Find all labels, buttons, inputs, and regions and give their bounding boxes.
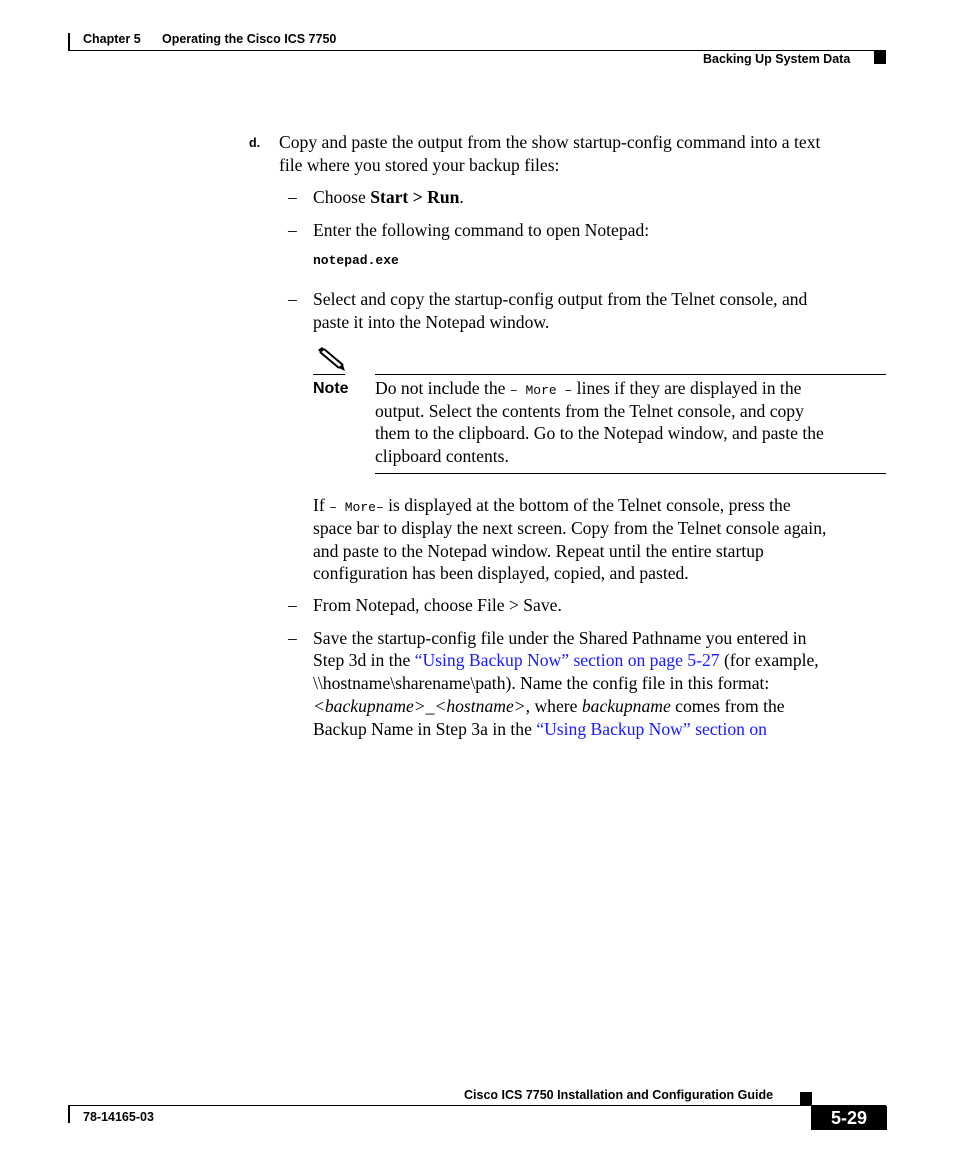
- bullet-text: .: [459, 187, 464, 207]
- underscore: _: [425, 696, 435, 716]
- bullet-save-line-4: [313, 695, 785, 718]
- note-line-4: clipboard contents.: [375, 446, 509, 466]
- footer-marker: [800, 1092, 812, 1106]
- bullet-select-copy-line-2: paste it into the Notepad window.: [313, 312, 550, 332]
- bullet-text: Choose: [313, 187, 371, 207]
- header-rule: [68, 50, 886, 51]
- bullet-select-copy-line-1: Select and copy the startup-config output from the Telnet console, and: [313, 289, 808, 309]
- placeholder-hostname: <hostname>,: [434, 696, 531, 716]
- step-d-line-1: Copy and paste the output from the show startup-config command into a text: [279, 132, 821, 152]
- command-notepad: notepad.exe: [313, 253, 399, 268]
- header-section-marker: [874, 51, 886, 64]
- bullet-dash: –: [288, 187, 297, 207]
- placeholder-backupname: <backupname>: [313, 696, 426, 716]
- note-bottom-rule: [375, 473, 886, 474]
- bullet-save-line-1: Save the startup-config file under the Shared Pathname you entered in: [313, 628, 807, 648]
- bullet-dash: –: [288, 628, 297, 648]
- pencil-icon: [315, 346, 347, 374]
- page-number: 5-29: [811, 1106, 887, 1130]
- header-chapter-title: Operating the Cisco ICS 7750: [162, 32, 337, 46]
- using-backup-now-link-2[interactable]: “Using Backup Now” section on: [536, 719, 767, 739]
- more-paragraph-line-4: configuration has been displayed, copied, and pasted.: [313, 563, 689, 583]
- bullet-save-line-3: \\hostname\sharename\path). Name the config file in this format:: [313, 673, 770, 693]
- footer-doc-number: 78-14165-03: [83, 1110, 154, 1124]
- footer-rule: [68, 1105, 886, 1106]
- note-icon-rule: [313, 374, 345, 375]
- bullet-file-save: From Notepad, choose File > Save.: [313, 595, 562, 615]
- note-text: Do not include the: [375, 378, 510, 398]
- footer-left-bar: [68, 1105, 70, 1123]
- more-paragraph-line-3: and paste to the Notepad window. Repeat until the entire startup: [313, 541, 764, 561]
- bullet-save-line-2: [313, 649, 819, 672]
- paragraph-text: is displayed at the bottom of the Telnet console, press the: [383, 495, 791, 515]
- bullet-choose-start-run: [313, 186, 464, 209]
- more-prompt-code: – More –: [509, 383, 573, 398]
- header-section: Backing Up System Data: [703, 52, 851, 66]
- bullet-text: Step 3d in the: [313, 650, 415, 670]
- header-left-bar: [68, 33, 70, 50]
- note-line-2: output. Select the contents from the Telnet console, and copy: [375, 401, 804, 421]
- header-chapter: Chapter 5: [83, 32, 141, 46]
- bullet-save-line-5: [313, 718, 767, 741]
- paragraph-text: If: [313, 495, 330, 515]
- bullet-text: comes from the: [670, 696, 785, 716]
- bullet-text: (for example,: [719, 650, 819, 670]
- note-line-1: [375, 377, 801, 402]
- more-prompt-code: – More–: [329, 500, 384, 515]
- note-top-rule: [375, 374, 886, 375]
- bullet-dash: –: [288, 289, 297, 309]
- bullet-dash: –: [288, 595, 297, 615]
- footer-guide-title: Cisco ICS 7750 Installation and Configuration Guide: [464, 1088, 774, 1102]
- bullet-open-notepad: Enter the following command to open Notepad:: [313, 220, 650, 240]
- bullet-text: where: [530, 696, 582, 716]
- more-paragraph-line-1: [313, 494, 791, 519]
- using-backup-now-link[interactable]: “Using Backup Now” section on page 5-27: [414, 650, 720, 670]
- menu-path: Start > Run: [370, 187, 460, 207]
- more-paragraph-line-2: space bar to display the next screen. Copy from the Telnet console again,: [313, 518, 827, 538]
- step-d-line-2: file where you stored your backup files:: [279, 155, 560, 175]
- note-line-3: them to the clipboard. Go to the Notepad window, and paste the: [375, 423, 824, 443]
- note-text: lines if they are displayed in the: [572, 378, 802, 398]
- bullet-dash: –: [288, 220, 297, 240]
- term-backupname: backupname: [581, 696, 671, 716]
- bullet-text: Backup Name in Step 3a in the: [313, 719, 537, 739]
- note-label: Note: [313, 380, 349, 397]
- step-label: d.: [249, 136, 261, 150]
